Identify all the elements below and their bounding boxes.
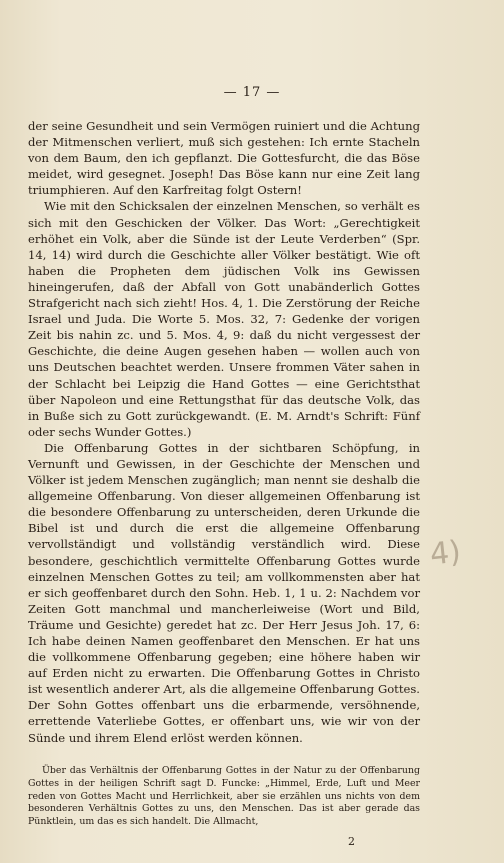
paragraph-2: Wie mit den Schicksalen der einzelnen Menschen, so verhält es sich mit den Geschicken der Völker. Das Wort: „Gerechtigkeit erhöhet ein Volk, aber die Sünde ist der Leute Verderben“ (Spr. 14, 14) wird durch die Geschichte aller Völker bestätigt. Wie oft haben die Propheten dem jüdischen Volk ins Gewissen hineingerufen, daß der Abfall von Gott unabänderlich Gottes Strafgericht nach sich zieht! Hos. 4, 1. Die Zerstörung der Reiche Israel und Juda. Die Worte 5. Mos. 32, 7: Gedenke der vorigen Zeit bis nahin zc. und 5. Mos. 4, 9: daß du nicht vergessest der Geschichte, die deine Augen gesehen haben — wollen auch von uns Deutschen beachtet werden. Unsere frommen Väter sahen in der Schlacht bei Leipzig die Hand Gottes — eine Gerichtsthat über Napoleon und eine Rettungsthat für das deutsche Volk, das in Buße sich zu Gott zurückgewandt. (E. M. Arndt's Schrift: Fünf oder sechs Wunder Gottes.) xyxy=(28,199,420,439)
body-text xyxy=(28,118,420,746)
page-number: — 17 — xyxy=(223,85,281,100)
footnote: Über das Verhältnis der Offenbarung Gottes in der Natur zu der Offenbarung Gottes in der heiligen Schrift sagt D. Funcke: „Himmel, Erde, Luft und Meer reden von Gottes Macht und Herrlichkeit, aber sie erzählen uns nichts von dem besonderen Verhältnis Gottes zu uns, den Menschen. Das ist aber gerade das Pünktlein, um das es sich handelt. Die Allmacht, xyxy=(28,765,420,828)
paragraph-3: Die Offenbarung Gottes in der sichtbaren Schöpfung, in Vernunft und Gewissen, in der Geschichte der Menschen und Völker ist jedem Menschen zugänglich; man nennt sie deshalb die allgemeine Offenbarung. Von dieser allgemeinen Offenbarung ist die besondere Offenbarung zu unterscheiden, deren Urkunde die Bibel ist und durch die erst die allgemeine Offenbarung vervollständigt und vollständig verständlich wird. Diese besondere, geschichtlich vermittelte Offenbarung Gottes wurde einzelnen Menschen Gottes zu teil; am vollkommensten aber hat er sich geoffenbaret durch den Sohn. Heb. 1, 1 u. 2: Nachdem vor Zeiten Gott manchmal und mancherleiweise (Wort und Bild, Träume und Gesichte) geredet hat zc. Der Herr Jesus Joh. 17, 6: Ich habe deinen Namen geoffenbaret den Menschen. Er hat uns die vollkommene Offenbarung gegeben; eine höhere haben wir auf Erden nicht zu erwarten. Die Offenbarung Gottes in Christo ist wesentlich anderer Art, als die allgemeine Offenbarung Gottes. Der Sohn Gottes offenbart uns die erbarmende, versöhnende, errettende Vaterliebe Gottes, er offenbart uns, wie wir von der Sünde und ihrem Elend erlöst werden können. xyxy=(28,440,420,745)
paragraph-1: der seine Gesundheit und sein Vermögen ruiniert und die Achtung der Mitmenschen verliert, muß sich gestehen: Ich ernte Stacheln von dem Baum, den ich gepflanzt. Die Gottesfurcht, die das Böse meidet, wird gesegnet. Joseph! Das Böse kann nur eine Zeit lang triumphieren. Auf den Karfreitag folgt Ostern! xyxy=(28,119,420,198)
printer-signature-mark: 2 xyxy=(348,835,355,848)
pencil-margin-note: 4) xyxy=(428,534,463,573)
